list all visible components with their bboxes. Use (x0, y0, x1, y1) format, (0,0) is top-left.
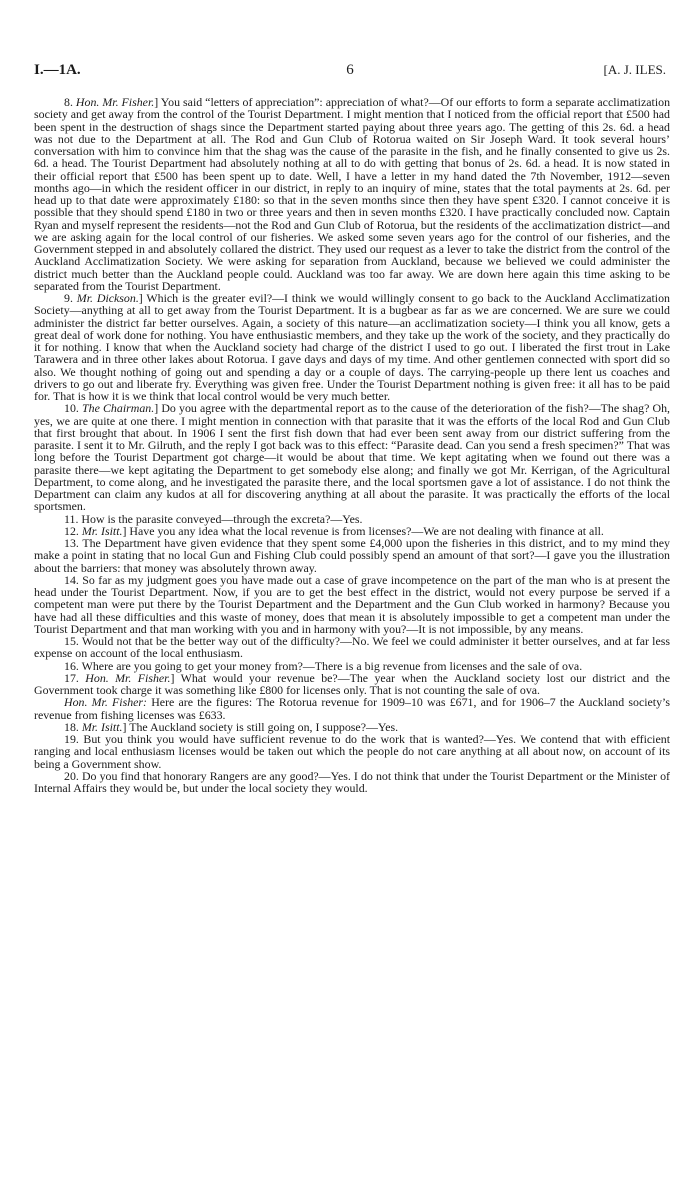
paragraph-text: Do you find that honorary Rangers are any good?—Yes. I do not think that under the Tourist Department or the Minister of Internal Affairs they would be, but under the local society they would. (34, 768, 670, 795)
parliamentary-paper-number: I.—1A. (34, 62, 81, 78)
page-number: 6 (346, 62, 354, 78)
paragraph-text: Where are you going to get your money from?—There is a big revenue from licenses and the sale of ova. (81, 658, 583, 673)
paragraph-10 (34, 402, 670, 512)
paragraph-text: But you think you would have sufficient revenue to do the work that is wanted?—Yes. We contend that with efficient ranging and local enthusiasm licenses would be taken out which the people do not care anything at all about now, on account of its being a Government show. (34, 732, 670, 771)
question-number: 16. (64, 658, 82, 673)
paragraph-text: ] What would your revenue be?—The year when the Auckland society lost our district and the Government took charge it was something like £800 for licenses only. That is not counting the sale of ova. (34, 670, 670, 697)
paragraph-8 (34, 96, 670, 292)
paragraph-text: ] The Auckland society is still going on, I suppose?—Yes. (122, 719, 399, 734)
speaker: Mr. Isitt. (81, 523, 123, 538)
question-number: 8. (64, 95, 76, 109)
paragraph-15 (34, 635, 670, 660)
paragraph-17 (34, 672, 670, 697)
paragraph-text: The Department have given evidence that they spent some £4,000 upon the fisheries in this district, and to my mind they make a point in stating that no local Gun and Fishing Club could possibly spend an amount of that sort?—I gave you the illustration about the barriers: that money was absolutely thrown away. (34, 536, 670, 575)
paragraph-text: ] You said “letters of appreciation”: appreciation of what?—Of our efforts to form a separate acclimatization society and get away from the control of the Tourist Department. I might mention that I noticed from the official report that £500 had been spent in the destruction of shags since the Department started paying about three years ago. The getting of this 2s. 6d. a head was not due to the Department at all. The Rod and Gun Club of Rotorua waited on Sir Joseph Ward. It took several hours’ conversation with him to convince him that the shag was the cause of the parasite in the fish, and he finally consented to give us 2s. 6d. a head. The Tourist Department had absolutely nothing at all to do with getting that bonus of 2s. 6d. a head. It is now stated in their official report that £500 has been spent up to date. Well, I have a letter in my hand dated the 7th November, 1912—seven months ago—in which the resident officer in our district, in reply to an inquiry of mine, states that the total payments at 2s. 6d. per head up to that date were approximately £180: so that in the seven months since then they have spent £320. I cannot conceive it is possible that they should spend £180 in two or three years and then in seven months £320. I have practically concluded now. Captain Ryan and myself represent the residents—not the Rod and Gun Club of Rotorua, but the residents of the acclimatization district—and we are asking again for the local control of our fisheries. We asked some seven years ago for the control of our fisheries, and the Government stepped in and absolutely collared the district. They used our request as a lever to take the district from the control of the Auckland Acclimatization Society. We were asking for separation from Auckland, because we believed we could administer the district much better than the Auckland people could. Auckland was too far away. We are down here again this time asking to be separated from the Tourist Department. (34, 95, 671, 293)
question-number: 11. (64, 511, 82, 526)
question-number: 19. (64, 732, 84, 746)
question-number: 17. (64, 670, 86, 685)
speaker: Hon. Mr. Fisher: (64, 695, 148, 710)
paragraph-text: How is the parasite conveyed—through the excreta?—Yes. (81, 511, 363, 526)
speaker: Hon. Mr. Fisher. (75, 95, 155, 109)
question-number: 15. (64, 634, 82, 648)
paragraph-text: Here are the figures: The Rotorua revenue for 1909–10 was £671, and for 1906–7 the Auckland society’s revenue from fishing licenses was £633. (34, 695, 670, 722)
question-number: 18. (64, 719, 82, 734)
paragraph-text: So far as my judgment goes you have made out a case of grave incompetence on the part of the man who is at present the head under the Tourist Department. Now, if you are to get the best effect in the district, would not every purpose be served if a competent man were put there by the Tourist Department and the Department and the Gun Club worked in harmony? Because you have had all these difficulties and this waste of money, does that mean it is absolutely impossible to get a competent man under the Tourist Department and that man working with you and in harmony with you?—It is not impossible, by any means. (34, 572, 670, 636)
paragraph-text: Would not that be the better way out of the difficulty?—No. We feel we could administer it better ourselves, and at far less expense on account of the local enthusiasm. (34, 634, 670, 661)
question-number: 20. (64, 768, 82, 783)
paragraph-9 (34, 292, 670, 402)
question-number: 14. (64, 572, 83, 587)
paragraph-text: ] Do you agree with the departmental report as to the cause of the deterioration of the fish?—The shag? Oh, yes, we are quite at one there. I might mention in connection with that parasite that it was the efforts of the local Rod and Gun Club that first brought that about. In 1906 I sent the first fish down that had ever been sent away from our district suffering from the parasite. I sent it to Mr. Gilruth, and the reply I got back was to this effect: “Parasite dead. Can you send a fresh specimen?” That was long before the Tourist Department got charge—it would be about that time. We kept agitating when we found out there was a parasite there—we kept agitating the Department to get somebody else along; and finally we got Mr. Kerrigan, of the Agricultural Department, to come along, and he investigated the parasite there, and the local sportsmen gave a lot of assistance. I do not think the Department can claim any kudos at all for discovering anything at all about the parasite. It was practically the efforts of the local sportsmen. (34, 401, 671, 514)
paragraph-20 (34, 770, 670, 795)
paragraph-statement (34, 696, 670, 721)
paragraph-text: ] Have you any idea what the local revenue is from licenses?—We are not dealing with finance at all. (122, 523, 604, 538)
question-number: 13. (64, 536, 83, 550)
page-body (34, 96, 670, 794)
paragraph-14 (34, 574, 670, 635)
paragraph-text: ] Which is the greater evil?—I think we would willingly consent to go back to the Auckland Acclimatization Society—anything at all to get away from the Tourist Department. It is a bugbear as far as we are concerned. We are sure we could administer the district far better ourselves. Again, a society of this nature—an acclimatization society—I think you all know, gets a great deal of work done for nothing. You have enthusiastic members, and they take up the work of the society, and they practically do it for nothing. I know that when the Auckland society had charge of the district I used to go out. I liberated the first trout in Lake Tarawera and in three other lakes about Rotorua. I gave days and days of my time. And other gentlemen connected with sport did so also. We thought nothing of going out and spending a day or a couple of days. The carrying-people up there lent us coaches and drivers to go out and liberate fry. Everything was given free. Under the Tourist Department nothing is given free: it all has to be paid for. That is how it is we think that local control would be very much better. (34, 291, 670, 403)
witness-name: [A. J. ILES. (603, 62, 666, 77)
speaker: Mr. Dickson. (76, 291, 139, 305)
speaker: Hon. Mr. Fisher. (85, 670, 171, 685)
speaker: The Chairman. (82, 401, 155, 416)
paragraph-13 (34, 537, 670, 574)
question-number: 10. (64, 401, 83, 416)
question-number: 9. (64, 291, 77, 305)
page-header (34, 62, 666, 82)
speaker: Mr. Isitt. (81, 719, 123, 734)
paragraph-19 (34, 733, 670, 770)
question-number: 12. (64, 523, 82, 538)
